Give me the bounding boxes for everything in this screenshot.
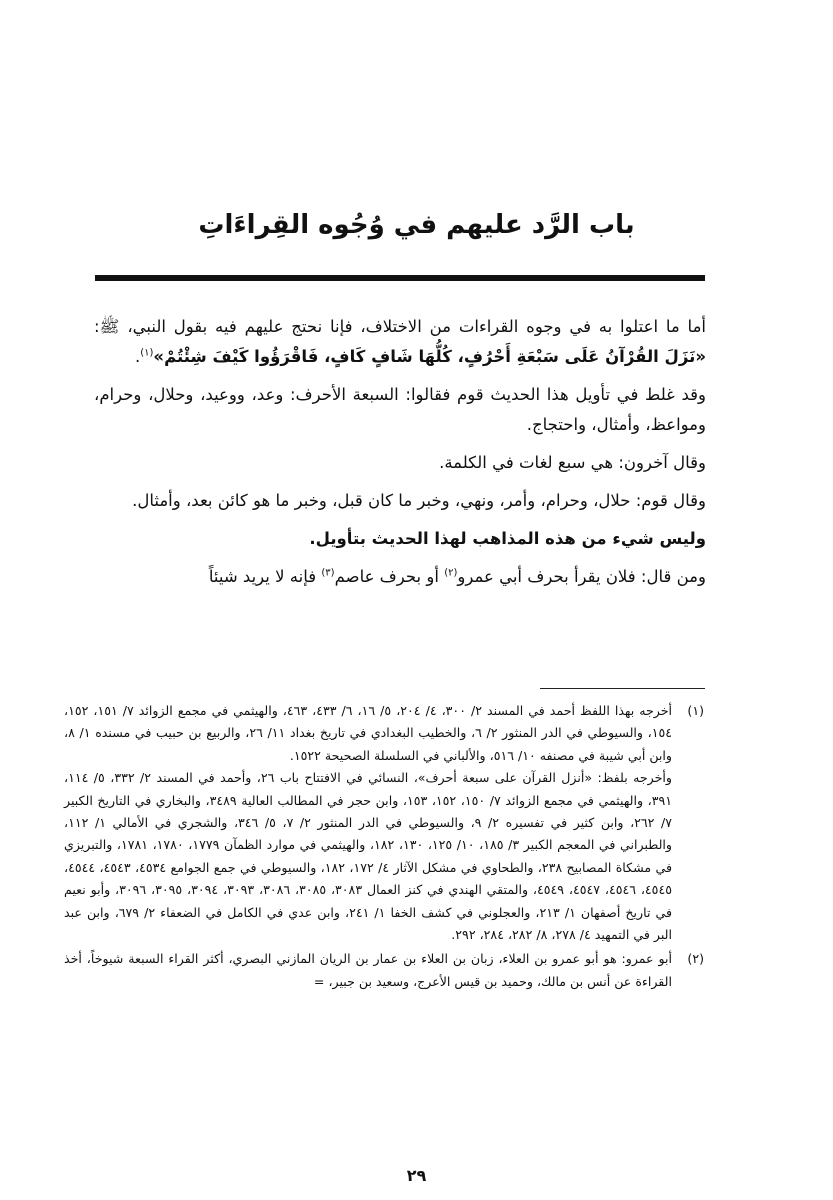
footnote-1-body bbox=[64, 700, 672, 946]
footnote-ref-3[interactable]: (٣) bbox=[321, 567, 335, 579]
page-number: ٢٩ bbox=[406, 1166, 427, 1185]
footnote-ref-2[interactable]: (٢) bbox=[444, 567, 458, 579]
paragraph-2: وقد غلط في تأويل هذا الحديث قوم فقالوا: السبعة الأحرف: وعد، ووعيد، وحلال، وحرام، ومواعظ، وأمثال، واحتجاج. bbox=[94, 385, 706, 434]
footnote-ref-1[interactable]: (١) bbox=[140, 347, 154, 359]
footnote-2-number: (٢) bbox=[687, 951, 704, 967]
paragraph-3: وقال آخرون: هي سبع لغات في الكلمة. bbox=[439, 453, 706, 472]
paragraph-6-part-b: أو بحرف عاصم bbox=[334, 567, 445, 586]
footnote-1-number: (١) bbox=[687, 703, 704, 718]
title-divider bbox=[95, 275, 705, 281]
paragraph-1 bbox=[94, 312, 706, 372]
main-text bbox=[94, 312, 706, 600]
footnote-2 bbox=[64, 948, 704, 993]
paragraph-1-text: أما ما اعتلوا به في وجوه القراءات من الاختلاف، فإنا نحتج عليهم فيه بقول النبي، ﷺ: bbox=[94, 317, 706, 336]
paragraph-6-part-a: ومن قال: فلان يقرأ بحرف أبي عمرو bbox=[457, 567, 706, 586]
paragraph-6-part-c: فإنه لا يريد شيئاً bbox=[208, 567, 322, 586]
hadith-quote: «نَزَلَ القُرْآنُ عَلَى سَبْعَةِ أَحْرُفٍ، كُلُّهَا شَافٍ كَافٍ، فَاقْرَؤُوا كَيْفَ شِئْتُمْ» bbox=[153, 347, 706, 366]
chapter-title: باب الرَّد عليهم في وُجُوه القِراءَاتِ bbox=[198, 210, 635, 240]
footnote-1 bbox=[64, 700, 704, 946]
footnote-2-body bbox=[64, 948, 672, 993]
paragraph-4: وقال قوم: حلال، وحرام، وأمر، ونهي، وخبر ما كان قبل، وخبر ما هو كائن بعد، وأمثال. bbox=[132, 491, 706, 510]
footnotes bbox=[64, 700, 704, 995]
paragraph-5: وليس شيء من هذه المذاهب لهذا الحديث بتأويل. bbox=[309, 529, 706, 548]
footnote-2-paragraph: أبو عمرو: هو أبو عمرو بن العلاء، زبان بن العلاء بن عمار بن الريان المازني البصري، أكثر القراء السبعة شيوخاً، أخذ القراءة عن أنس بن مالك، وحميد بن قيس الأعرج، وسعيد بن جبير، = bbox=[64, 951, 672, 989]
footnote-1-paragraph-1: أخرجه بهذا اللفظ أحمد في المسند ٢/ ٣٠٠، ٤/ ٢٠٤، ٥/ ١٦، ٦/ ٤٣٣، ٤٦٣، والهيثمي في مجمع الزوائد ٧/ ١٥١، ١٥٢، ١٥٤، والسيوطي في الدر المنثور ٢/ ٦، والخطيب البغدادي في تاريخ بغداد ١١/ ٢٦، والربيع بن حبيب في مسنده ١/ ٨، وابن أبي شيبة في مصنفه ١٠/ ٥١٦، والألباني في السلسلة الصحيحة ١٥٢٢. bbox=[64, 703, 673, 763]
footnote-separator bbox=[540, 688, 705, 689]
paragraph-1-end: . bbox=[134, 347, 141, 366]
footnote-1-paragraph-2: وأخرجه بلفظ: «أنزل القرآن على سبعة أحرف»، النسائي في الافتتاح باب ٢٦، وأحمد في المسند ٢/ ٣٣٢، ٥/ ١١٤، ٣٩١، والهيثمي في مجمع الزوائد ٧/ ١٥٠، ١٥٢، ١٥٣، وابن حجر في المطالب العالية ٣٤٨٩، والبخاري في التاريخ الكبير ٧/ ٢٦٢، وابن كثير في تفسيره ٢/ ٩، والسيوطي في الدر المنثور ٢/ ٧، ٥/ ٣٤٦، والشجري في الأمالي ١/ ١١٢، والطبراني في المعجم الكبير ٣/ ١٨٥، ١٠/ ١٢٥، ١٣٠، ١٨٢، والهيثمي في موارد الظمآن ١٧٧٩، ١٧٨٠، ١٧٨١، والتبريزي في مشكاة المصابيح ٢٣٨، والطحاوي في مشكل الآثار ٤/ ١٧٢، ١٨٢، والسيوطي في جمع الجوامع ٤٥٣٤، ٤٥٤٣، ٤٥٤٤، ٤٥٤٥، ٤٥٤٦، ٤٥٤٧، ٤٥٤٩، والمتقي الهندي في كنز العمال ٣٠٨٣، ٣٠٨٥، ٣٠٨٦، ٣٠٩٣، ٣٠٩٤، ٣٠٩٥، ٣٠٩٦، وأبو نعيم في تاريخ أصفهان ١/ ٢١٣، والعجلوني في كشف الخفا ١/ ٢٤١، وابن عدي في الكامل في الضعفاء ٢/ ٦٧٩، وابن عبد البر في التمهيد ٤/ ٢٧٨، ٨/ ٢٨٢، ٢٨٤، ٢٩٢. bbox=[64, 770, 673, 943]
paragraph-6 bbox=[94, 562, 706, 592]
